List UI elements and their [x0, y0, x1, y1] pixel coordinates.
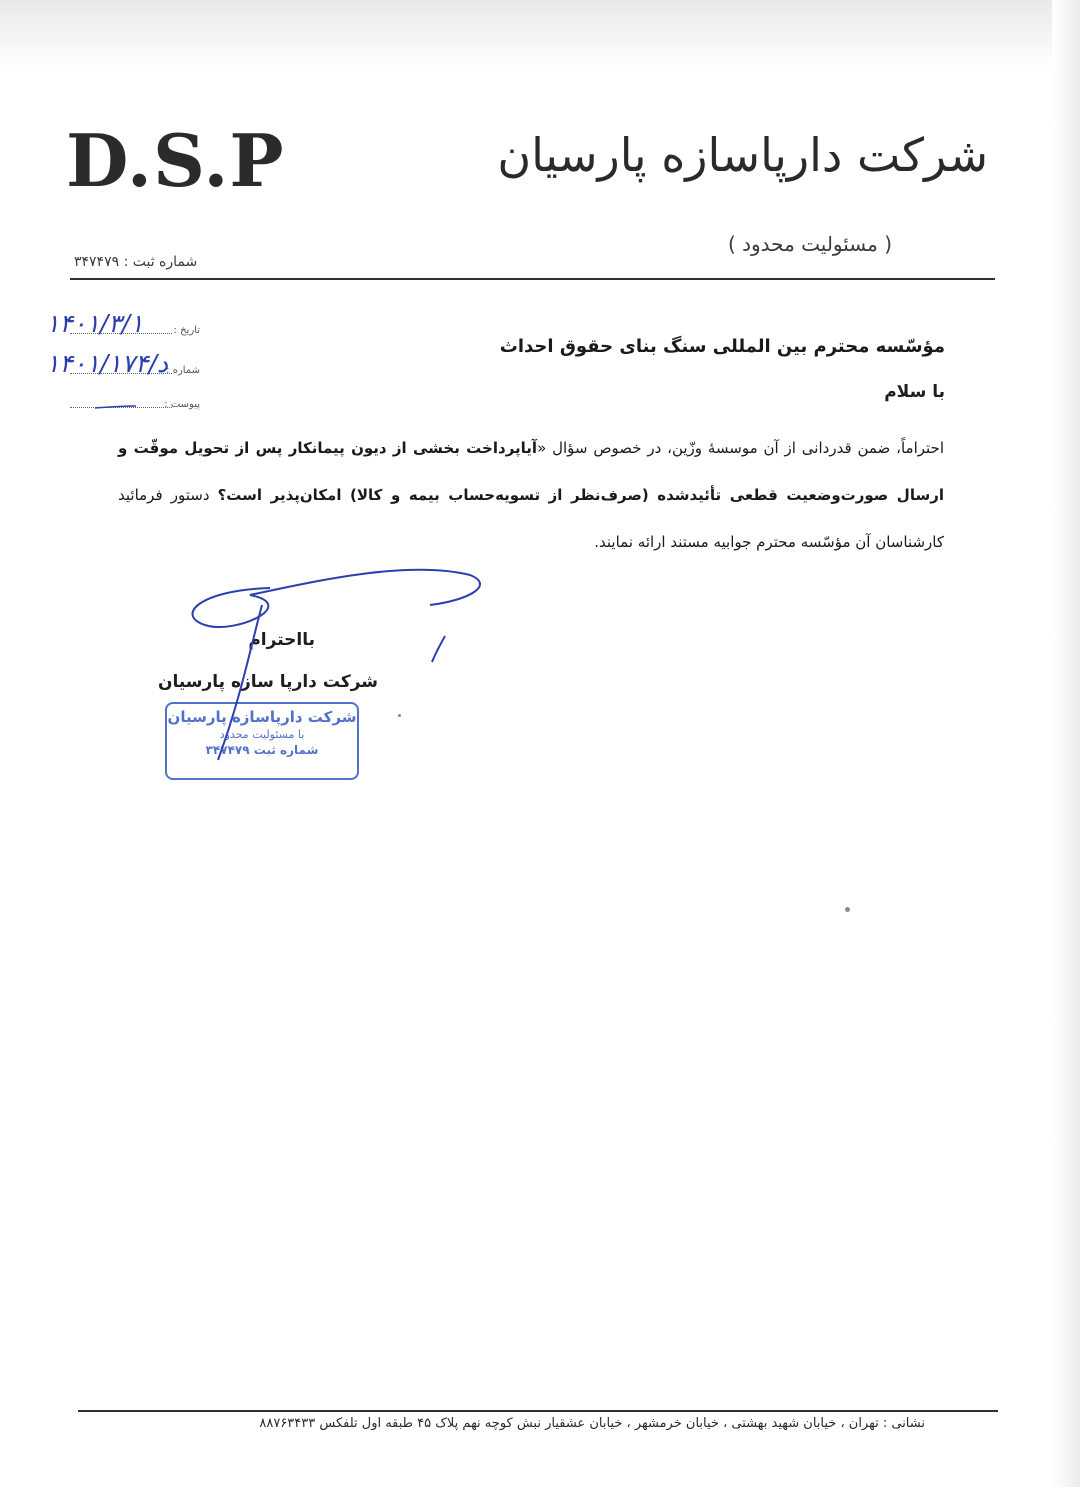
date-field	[46, 309, 200, 338]
body-question: آیاپرداخت بخشی از دیون پیمانکار پس از تحویل موقّت و ارسال صورت‌وضعیت قطعی تأئیدشده (صرف‌نظر از تسویه‌حساب بیمه و کالا) امکان‌پذیر است؟	[118, 439, 944, 504]
scan-speck	[845, 907, 850, 912]
letter-body	[118, 425, 944, 566]
company-name: شرکت دارپاسازه پارسیان	[497, 128, 988, 182]
liability-note: ( مسئولیت محدود )	[727, 232, 892, 256]
signature-stroke-right	[432, 636, 445, 662]
attachment-field	[70, 390, 200, 412]
number-field	[46, 349, 200, 378]
footer-address: نشانی : تهران ، خیابان شهید بهشتی ، خیابان خرمشهر ، خیابان عشقیار نبش کوچه نهم پلاک ۴۵ طبقه اول تلفکس ۸۸۷۶۳۴۳۳	[259, 1416, 925, 1431]
recipient-line: مؤسّسه محترم بین المللی سنگ بنای حقوق احداث	[499, 336, 945, 357]
footer-divider	[78, 1410, 998, 1412]
registration-number: شماره ثبت : ۳۴۷۴۷۹	[74, 254, 198, 270]
stamp-line-1: شرکت دارپاسازه پارسیان	[167, 708, 357, 726]
scan-shadow-right	[1052, 0, 1080, 1487]
date-value: ۱۴۰۱/۳/۱	[46, 309, 144, 338]
body-intro: احتراماً، ضمن قدردانی از آن موسسهٔ وزّین، در خصوص سؤال «	[537, 439, 944, 457]
body-outro: دستور فرمائید کارشناسان آن مؤسّسه محترم جوابیه مستند ارائه نمایند.	[118, 486, 944, 551]
stamp-line-2: با مسئولیت محدود	[219, 728, 305, 741]
number-value: ۱۴۰۱/د/۱۷۴	[46, 349, 168, 378]
attachment-dotted-line	[70, 407, 172, 408]
attachment-label: پیوست :	[164, 399, 200, 410]
stamp-line-3: شماره ثبت ۳۴۷۴۷۹	[205, 743, 319, 757]
scan-shadow-top	[0, 0, 1080, 70]
header-divider	[70, 278, 995, 280]
closing-phrase: بااحترام	[248, 630, 315, 650]
number-label: شماره :	[166, 365, 200, 376]
greeting: با سلام	[884, 382, 945, 402]
date-label: تاریخ :	[173, 325, 200, 336]
company-stamp	[165, 702, 359, 780]
scan-speck	[398, 714, 401, 717]
signature-loop	[193, 570, 480, 627]
company-logo: D.S.P	[66, 118, 285, 203]
signer-name: شرکت دارپا سازه پارسیان	[157, 672, 378, 692]
